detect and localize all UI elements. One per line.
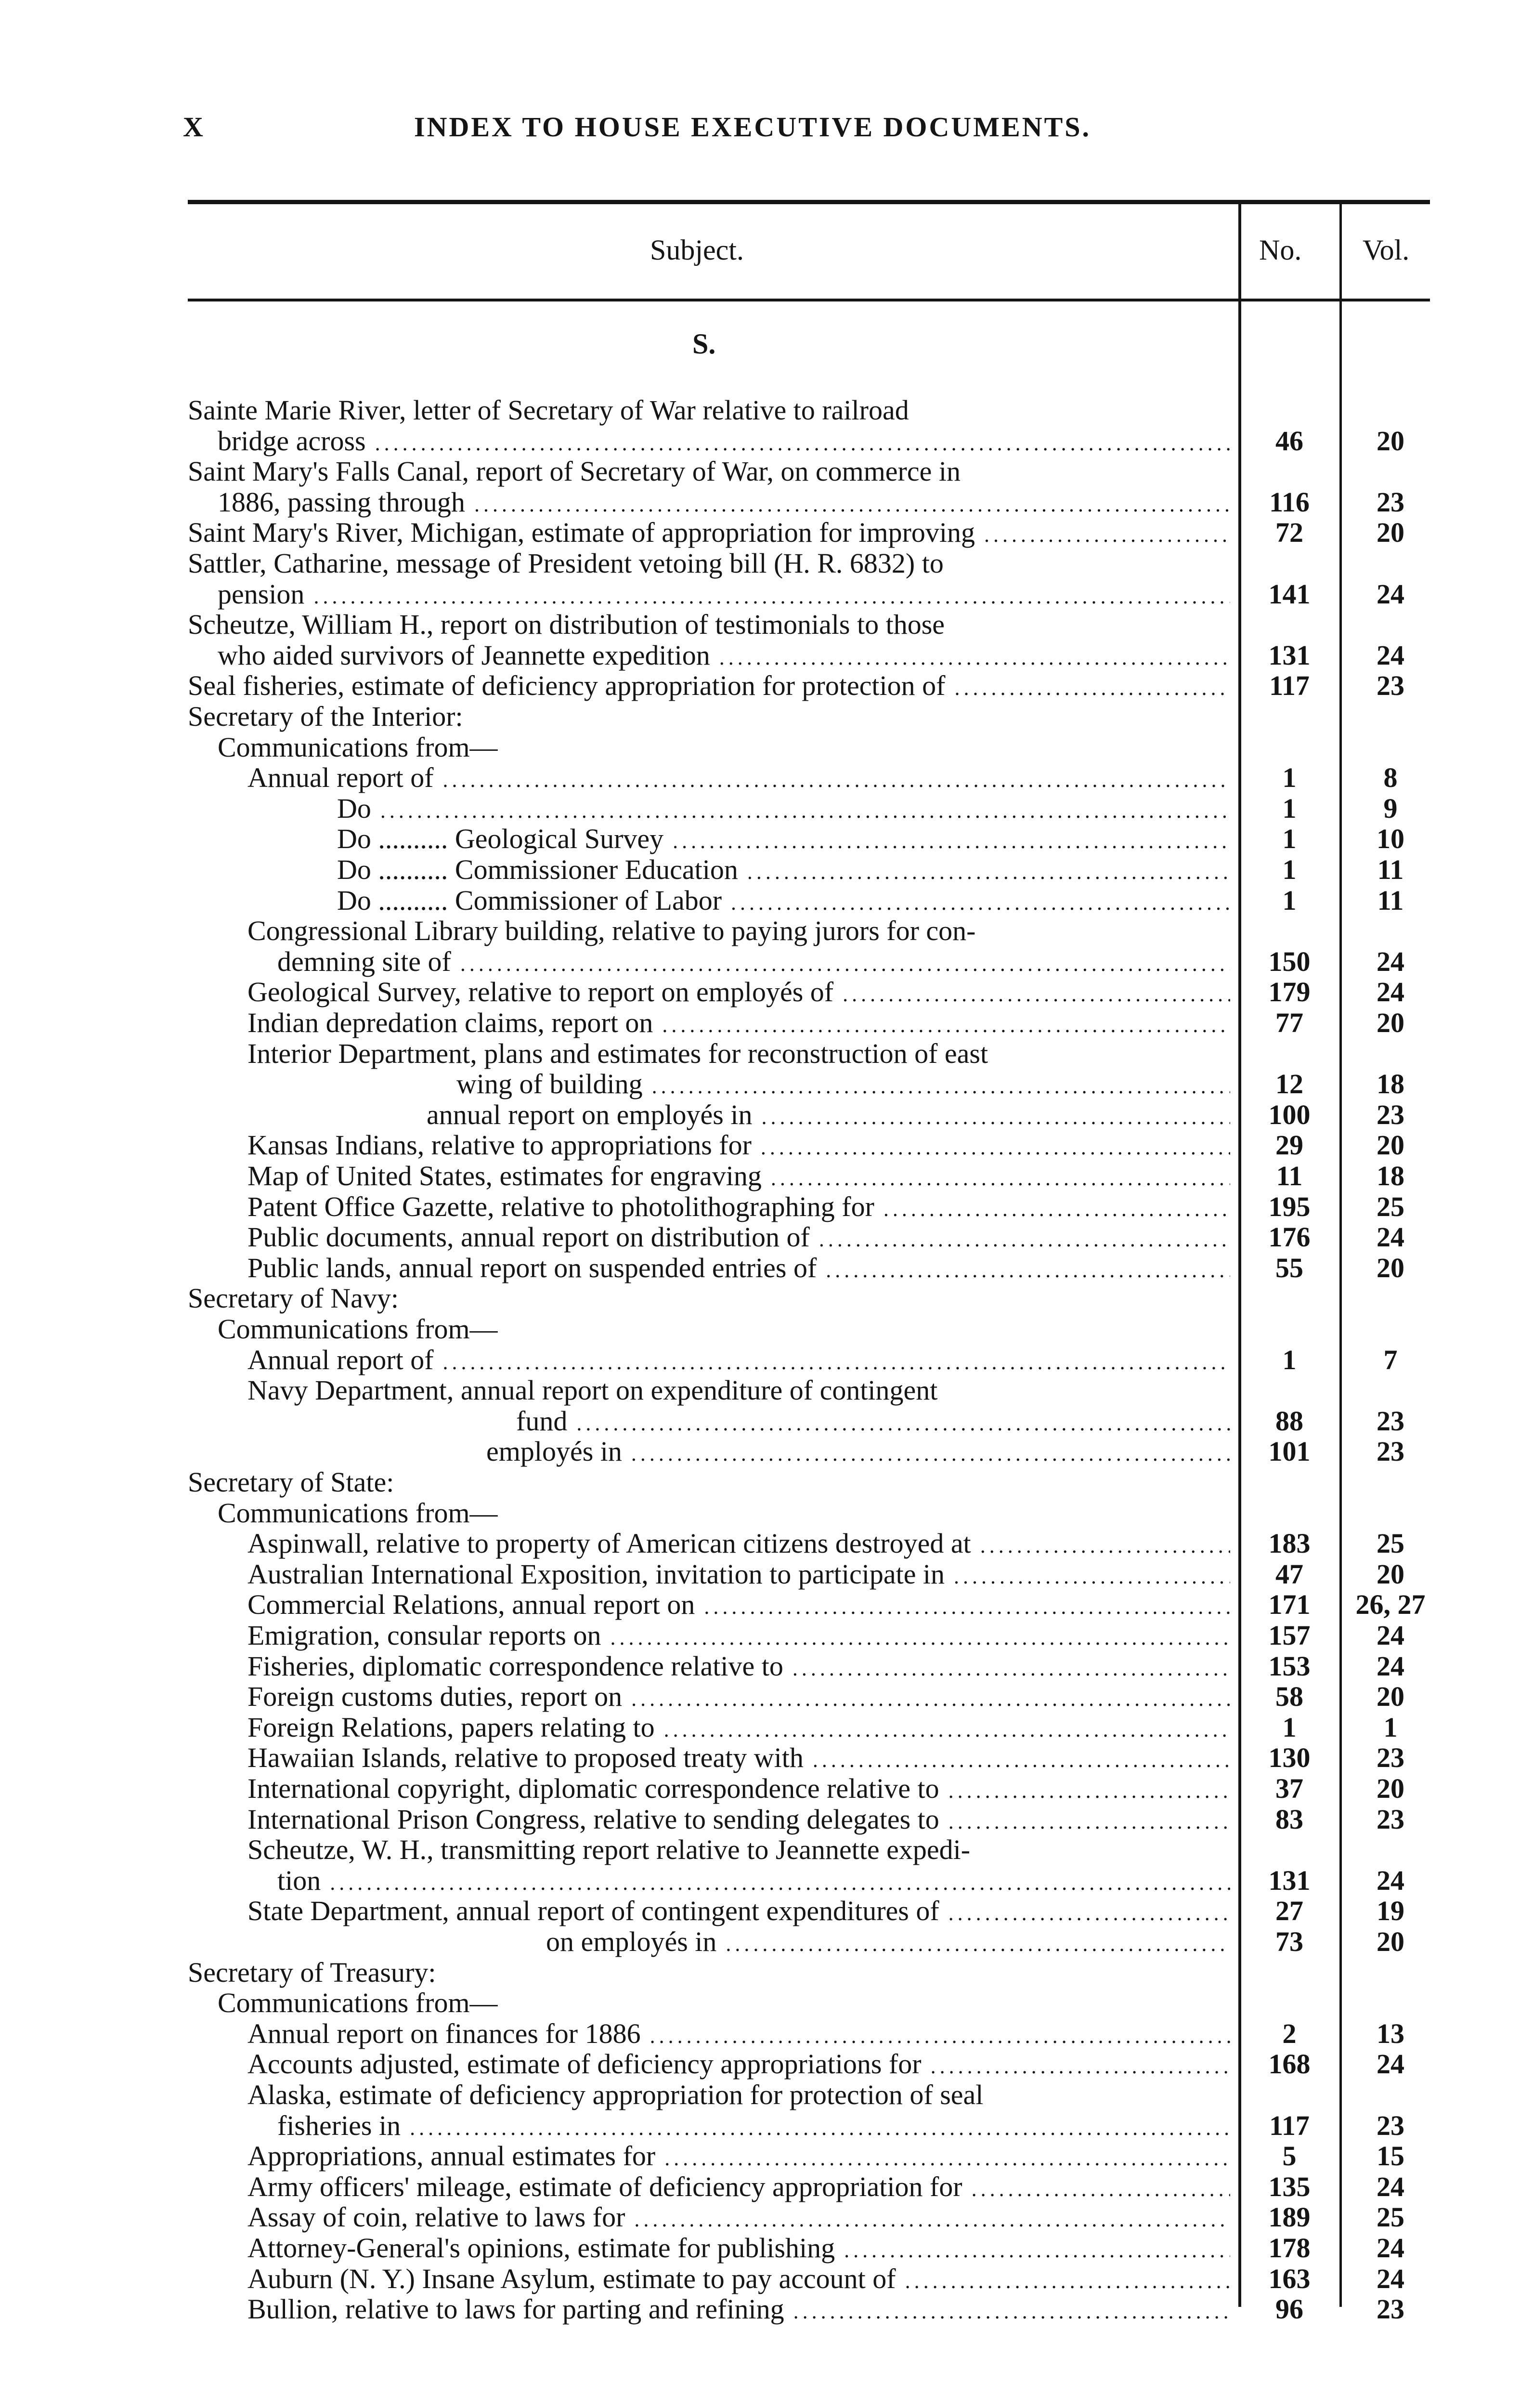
entry-doc-number: 153	[1268, 1650, 1311, 1682]
entry-subject: Foreign customs duties, report on	[247, 1681, 623, 1712]
entry-doc-number: 1	[1282, 854, 1297, 885]
entry-doc-number: 1	[1282, 823, 1297, 854]
entry-volume: 24	[1377, 2171, 1404, 2202]
entry-subject: Secretary of the Interior:	[188, 701, 463, 732]
entry-line	[247, 1038, 1230, 1069]
entry-subject: Map of United States, estimates for engraving	[247, 1161, 762, 1191]
entry-doc-number: 55	[1275, 1252, 1303, 1283]
entry-subject: Army officers' mileage, estimate of deficiency appropriation for	[247, 2172, 962, 2202]
entry-doc-number: 1	[1282, 762, 1297, 793]
entry-subject: Scheutze, W. H., transmitting report relative to Jeannette expedi-	[247, 1834, 971, 1865]
entry-subject: Sainte Marie River, letter of Secretary of War relative to railroad	[188, 395, 909, 426]
entry-doc-number: 183	[1268, 1528, 1311, 1559]
entry-subject: 1886, passing through	[218, 487, 465, 518]
entry-volume: 18	[1377, 1068, 1404, 1099]
entry-line	[337, 854, 1230, 885]
entry-doc-number: 100	[1268, 1099, 1311, 1130]
entry-line	[247, 1559, 1230, 1590]
entry-subject: Patent Office Gazette, relative to photolithographing for	[247, 1191, 874, 1222]
entry-doc-number: 189	[1268, 2201, 1311, 2233]
entry-volume: 24	[1377, 2048, 1404, 2080]
entry-volume: 24	[1377, 946, 1404, 977]
entry-doc-number: 116	[1269, 486, 1310, 518]
entry-volume: 24	[1377, 1221, 1404, 1253]
entry-line	[188, 670, 1230, 701]
entry-subject: Fisheries, diplomatic correspondence relative to	[247, 1651, 783, 1682]
entry-line	[247, 1896, 1230, 1926]
entry-line	[546, 1926, 1230, 1957]
entry-volume: 20	[1377, 1558, 1404, 1590]
entry-line	[218, 1498, 1230, 1529]
column-header-subject: Subject.	[650, 234, 744, 266]
entry-subject: on employés in	[546, 1926, 717, 1957]
entry-volume: 20	[1377, 1007, 1404, 1038]
entry-volume: 23	[1377, 1742, 1404, 1773]
entry-line	[218, 732, 1230, 763]
entry-volume: 24	[1377, 976, 1404, 1008]
entry-doc-number: 11	[1276, 1160, 1303, 1191]
entry-volume: 11	[1377, 885, 1404, 916]
entry-doc-number: 168	[1268, 2048, 1311, 2080]
entry-subject: Appropriations, annual estimates for	[247, 2141, 656, 2172]
top-rule	[188, 200, 1430, 204]
entry-volume: 1	[1383, 1712, 1398, 1743]
entry-line	[218, 1314, 1230, 1345]
entry-volume: 20	[1377, 1252, 1404, 1283]
entry-doc-number: 27	[1275, 1895, 1303, 1926]
entry-doc-number: 195	[1268, 1191, 1311, 1222]
entry-subject: Bullion, relative to laws for parting and refining	[247, 2294, 784, 2325]
entry-line	[247, 2080, 1230, 2110]
entry-line	[247, 1008, 1230, 1038]
entry-subject: Secretary of Navy:	[188, 1283, 399, 1314]
entry-line	[247, 1804, 1230, 1835]
entry-volume: 25	[1377, 1191, 1404, 1222]
entry-subject: wing of building	[456, 1069, 643, 1099]
entry-line	[247, 2172, 1230, 2202]
entry-line	[247, 1345, 1230, 1375]
entry-subject: Communications from—	[218, 1498, 498, 1529]
entry-volume: 15	[1377, 2140, 1404, 2172]
entry-doc-number: 117	[1269, 2110, 1310, 2141]
entry-doc-number: 101	[1268, 1436, 1311, 1467]
entry-subject: Accounts adjusted, estimate of deficiency appropriations for	[247, 2049, 922, 2080]
entry-subject: Auburn (N. Y.) Insane Asylum, estimate to pay account of	[247, 2264, 896, 2294]
entry-volume: 23	[1377, 2293, 1404, 2325]
entry-volume: 25	[1377, 1528, 1404, 1559]
entry-doc-number: 12	[1275, 1068, 1303, 1099]
entry-line	[247, 916, 1230, 946]
entry-subject: Seal fisheries, estimate of deficiency appropriation for protection of	[188, 670, 946, 701]
column-divider-vol	[1339, 202, 1342, 2307]
entry-doc-number: 46	[1275, 425, 1303, 457]
entry-subject: Communications from—	[218, 732, 498, 763]
entry-line	[247, 1130, 1230, 1161]
entry-line	[188, 609, 1230, 640]
entry-doc-number: 131	[1268, 1865, 1311, 1896]
entry-doc-number: 73	[1275, 1926, 1303, 1957]
entry-subject: Indian depredation claims, report on	[247, 1008, 653, 1038]
entry-subject: Public documents, annual report on distribution of	[247, 1222, 810, 1253]
entry-doc-number: 37	[1275, 1773, 1303, 1804]
page-title: INDEX TO HOUSE EXECUTIVE DOCUMENTS.	[414, 111, 1091, 143]
entry-doc-number: 163	[1268, 2263, 1311, 2294]
entry-line	[188, 395, 1230, 426]
entry-line	[218, 426, 1230, 457]
entry-volume: 23	[1377, 2110, 1404, 2141]
entry-volume: 10	[1377, 823, 1404, 854]
entry-subject: International copyright, diplomatic correspondence relative to	[247, 1773, 939, 1804]
entry-doc-number: 135	[1268, 2171, 1311, 2202]
entry-subject: Communications from—	[218, 1988, 498, 2018]
entry-doc-number: 1	[1282, 1712, 1297, 1743]
entry-line	[247, 762, 1230, 793]
entry-volume: 24	[1377, 1650, 1404, 1682]
entry-doc-number: 131	[1268, 640, 1311, 671]
entry-line	[337, 793, 1230, 824]
entry-subject: Do .......... Commissioner of Labor	[337, 885, 722, 916]
entry-line	[188, 1467, 1230, 1498]
entry-volume: 24	[1377, 1620, 1404, 1651]
entry-line	[277, 1865, 1230, 1896]
entry-doc-number: 1	[1282, 1344, 1297, 1375]
entry-subject: annual report on employés in	[427, 1099, 753, 1130]
entry-line	[247, 1681, 1230, 1712]
entry-subject: Do .......... Geological Survey	[337, 824, 664, 854]
entry-subject: Annual report on finances for 1886	[247, 2018, 641, 2049]
entry-doc-number: 141	[1268, 578, 1311, 610]
entry-doc-number: 176	[1268, 1221, 1311, 1253]
entry-volume: 24	[1377, 1865, 1404, 1896]
page-number: X	[183, 111, 205, 143]
entry-volume: 11	[1377, 854, 1404, 885]
entry-volume: 24	[1377, 578, 1404, 610]
entry-line	[247, 2049, 1230, 2080]
column-header-no: No.	[1259, 234, 1302, 266]
entry-volume: 20	[1377, 1926, 1404, 1957]
entry-line	[247, 2264, 1230, 2294]
entry-volume: 23	[1377, 1099, 1404, 1130]
entry-volume: 19	[1377, 1895, 1404, 1926]
entry-volume: 23	[1377, 486, 1404, 518]
entry-subject: demning site of	[277, 946, 451, 977]
entry-subject: fund	[516, 1406, 568, 1437]
entry-doc-number: 5	[1282, 2140, 1297, 2172]
entry-doc-number: 178	[1268, 2232, 1311, 2264]
entry-subject: Alaska, estimate of deficiency appropriation for protection of seal	[247, 2080, 984, 2110]
entry-subject: Interior Department, plans and estimates for reconstruction of east	[247, 1038, 988, 1069]
entry-line	[277, 946, 1230, 977]
entry-doc-number: 117	[1269, 670, 1310, 701]
entry-subject: Foreign Relations, papers relating to	[247, 1712, 655, 1743]
entry-line	[247, 1620, 1230, 1651]
entry-line	[247, 1773, 1230, 1804]
entry-volume: 23	[1377, 1436, 1404, 1467]
entry-subject: Public lands, annual report on suspended entries of	[247, 1253, 817, 1283]
entry-subject: International Prison Congress, relative to sending delegates to	[247, 1804, 939, 1835]
entry-volume: 20	[1377, 1773, 1404, 1804]
entry-subject: State Department, annual report of contingent expenditures of	[247, 1896, 939, 1926]
entry-subject: Saint Mary's Falls Canal, report of Secretary of War, on commerce in	[188, 456, 961, 487]
entry-volume: 20	[1377, 1129, 1404, 1161]
entry-line	[188, 548, 1230, 579]
entry-line	[247, 1589, 1230, 1620]
entry-doc-number: 29	[1275, 1129, 1303, 1161]
entry-line	[247, 2202, 1230, 2233]
entry-volume: 13	[1377, 2018, 1404, 2049]
entry-line	[247, 1651, 1230, 1682]
entry-doc-number: 96	[1275, 2293, 1303, 2325]
entry-subject: Do .......... Commissioner Education	[337, 854, 738, 885]
entry-subject: Aspinwall, relative to property of American citizens destroyed at	[247, 1528, 971, 1559]
entry-line	[247, 1191, 1230, 1222]
entry-volume: 18	[1377, 1160, 1404, 1191]
entry-volume: 24	[1377, 2232, 1404, 2264]
entry-subject: Congressional Library building, relative to paying jurors for con-	[247, 916, 976, 946]
entry-subject: Geological Survey, relative to report on employés of	[247, 977, 834, 1008]
entry-volume: 9	[1383, 793, 1398, 824]
entry-line	[247, 1222, 1230, 1253]
entry-line	[188, 1957, 1230, 1988]
entry-doc-number: 179	[1268, 976, 1311, 1008]
entry-doc-number: 83	[1275, 1804, 1303, 1835]
column-header-vol: Vol.	[1363, 234, 1410, 266]
entry-volume: 7	[1383, 1344, 1398, 1375]
entry-doc-number: 58	[1275, 1681, 1303, 1712]
entry-subject: Annual report of	[247, 1345, 434, 1375]
entry-line	[337, 824, 1230, 854]
section-letter: S.	[692, 328, 716, 360]
entry-line	[188, 456, 1230, 487]
entry-subject: Scheutze, William H., report on distribution of testimonials to those	[188, 609, 945, 640]
entry-line	[247, 2294, 1230, 2325]
entry-line	[247, 1253, 1230, 1283]
entry-volume: 23	[1377, 1405, 1404, 1437]
entry-line	[218, 579, 1230, 610]
entry-doc-number: 171	[1268, 1589, 1311, 1620]
entry-subject: Emigration, consular reports on	[247, 1620, 601, 1651]
entry-volume: 23	[1377, 1804, 1404, 1835]
entry-subject: Navy Department, annual report on expenditure of contingent	[247, 1375, 938, 1406]
entry-subject: Australian International Exposition, invitation to participate in	[247, 1559, 945, 1590]
entry-doc-number: 88	[1275, 1405, 1303, 1437]
entry-volume: 20	[1377, 517, 1404, 548]
entry-line	[456, 1069, 1230, 1099]
entry-subject: Sattler, Catharine, message of President vetoing bill (H. R. 6832) to	[188, 548, 944, 579]
entry-volume: 25	[1377, 2201, 1404, 2233]
entry-doc-number: 77	[1275, 1007, 1303, 1038]
entry-line	[188, 1283, 1230, 1314]
entry-volume: 24	[1377, 2263, 1404, 2294]
entry-doc-number: 47	[1275, 1558, 1303, 1590]
entry-subject: bridge across	[218, 426, 366, 457]
entry-doc-number: 1	[1282, 793, 1297, 824]
entry-subject: Commercial Relations, annual report on	[247, 1589, 695, 1620]
entry-line	[188, 517, 1230, 548]
entry-line	[218, 640, 1230, 671]
entry-line	[247, 1834, 1230, 1865]
entry-doc-number: 2	[1282, 2018, 1297, 2049]
entry-doc-number: 157	[1268, 1620, 1311, 1651]
entry-line	[218, 1988, 1230, 2018]
entry-volume: 24	[1377, 640, 1404, 671]
entry-line	[427, 1099, 1230, 1130]
entry-line	[218, 487, 1230, 518]
running-header	[183, 111, 1435, 154]
entry-subject: Saint Mary's River, Michigan, estimate of appropriation for improving	[188, 517, 975, 548]
entry-subject: who aided survivors of Jeannette expedition	[218, 640, 710, 671]
header-rule	[188, 299, 1430, 301]
entry-line	[247, 2141, 1230, 2172]
entry-line	[486, 1436, 1230, 1467]
entry-doc-number: 130	[1268, 1742, 1311, 1773]
entry-doc-number: 72	[1275, 517, 1303, 548]
entry-line	[516, 1406, 1230, 1437]
entry-doc-number: 150	[1268, 946, 1311, 977]
entry-line	[247, 1712, 1230, 1743]
entry-subject: Assay of coin, relative to laws for	[247, 2202, 625, 2233]
entry-volume: 8	[1383, 762, 1398, 793]
entry-line	[247, 977, 1230, 1008]
entry-line	[188, 701, 1230, 732]
entry-doc-number: 1	[1282, 885, 1297, 916]
entry-subject: Secretary of Treasury:	[188, 1957, 436, 1988]
entry-subject: employés in	[486, 1436, 622, 1467]
entry-subject: fisheries in	[277, 2110, 401, 2141]
entry-line	[247, 1742, 1230, 1773]
entry-subject: Attorney-General's opinions, estimate for publishing	[247, 2233, 835, 2264]
entry-subject: Annual report of	[247, 762, 434, 793]
entry-subject: Kansas Indians, relative to appropriations for	[247, 1130, 752, 1161]
entry-volume: 20	[1377, 425, 1404, 457]
entry-volume: 20	[1377, 1681, 1404, 1712]
entry-volume: 26, 27	[1355, 1589, 1426, 1620]
entry-subject: tion	[277, 1865, 321, 1896]
entry-line	[247, 2233, 1230, 2264]
entry-line	[247, 1375, 1230, 1406]
entry-line	[247, 1528, 1230, 1559]
entry-line	[277, 2110, 1230, 2141]
entry-subject: Do	[337, 793, 371, 824]
entry-subject: Communications from—	[218, 1314, 498, 1345]
entry-volume: 23	[1377, 670, 1404, 701]
entry-subject: Hawaiian Islands, relative to proposed treaty with	[247, 1742, 804, 1773]
entry-subject: pension	[218, 579, 305, 610]
entry-line	[337, 885, 1230, 916]
entry-line	[247, 2018, 1230, 2049]
entry-line	[247, 1161, 1230, 1191]
entry-subject: Secretary of State:	[188, 1467, 394, 1498]
